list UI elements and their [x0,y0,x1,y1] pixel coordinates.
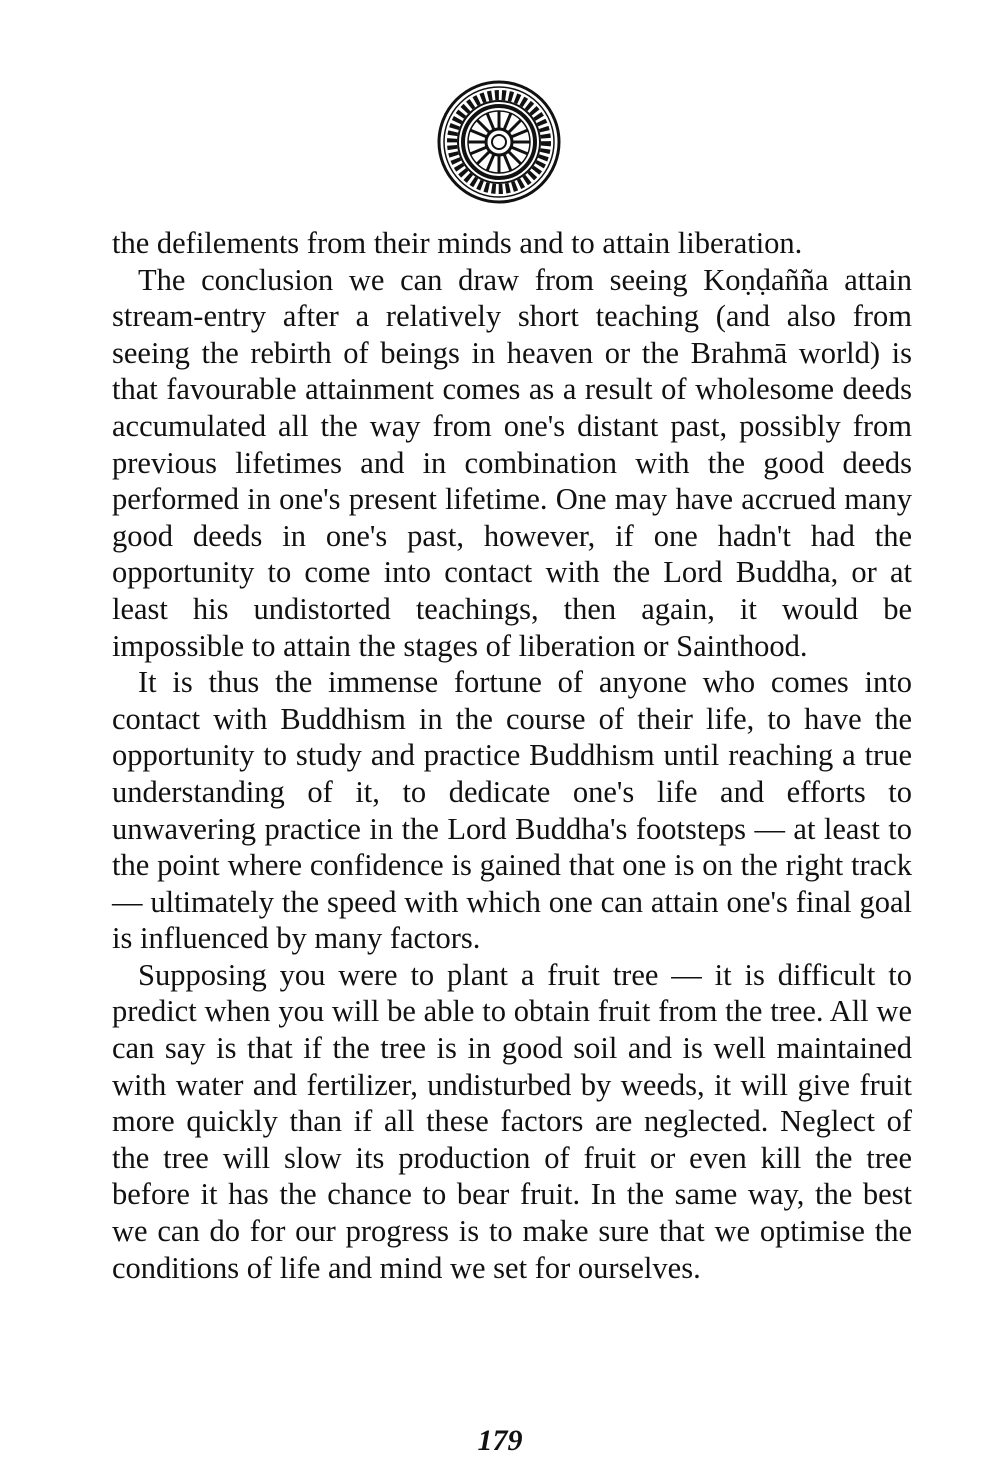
paragraph-4: Supposing you were to plant a fruit tree — it is difficult to predict when you will be able to obtain fruit from the tree. All we can say is that if the tree is in good soil and is well maintained with water and fertilizer, undisturbed by weeds, it will give fruit more quickly than if all these factors are neglected. Neglect of the tree will slow its production of fruit or even kill the tree before it has the chance to bear fruit. In the same way, the best we can do for our progress is to make sure that we optimise the conditions of life and mind we set for ourselves. [112,957,912,1285]
paragraph-3: It is thus the immense fortune of anyone who comes into contact with Buddhism in the course of their life, to have the opportunity to study and practice Buddhism until reaching a true understanding of it, to dedicate one's life and efforts to unwavering practice in the Lord Buddha's footsteps — at least to the point where confidence is gained that one is on the right track — ultimately the speed with which one can attain one's final goal is influenced by many factors. [112,665,912,956]
body-text [112,225,912,1286]
page-number: 179 [477,1424,523,1457]
paragraph-1: the defilements from their minds and to attain liberation. [112,226,803,260]
dharma-wheel-icon [437,80,561,204]
paragraph-2: The conclusion we can draw from seeing Koṇḍañña attain stream-entry after a relatively short teaching (and also from seeing the rebirth of beings in heaven or the Brahmā world) is that favourable attainment comes as a result of wholesome deeds accumulated all the way from one's distant past, possibly from previous lifetimes and in combination with the good deeds performed in one's present lifetime. One may have accrued many good deeds in one's past, however, if one hadn't had the opportunity to come into contact with the Lord Buddha, or at least his undistorted teachings, then again, it would be impossible to attain the stages of liberation or Sainthood. [112,262,912,663]
